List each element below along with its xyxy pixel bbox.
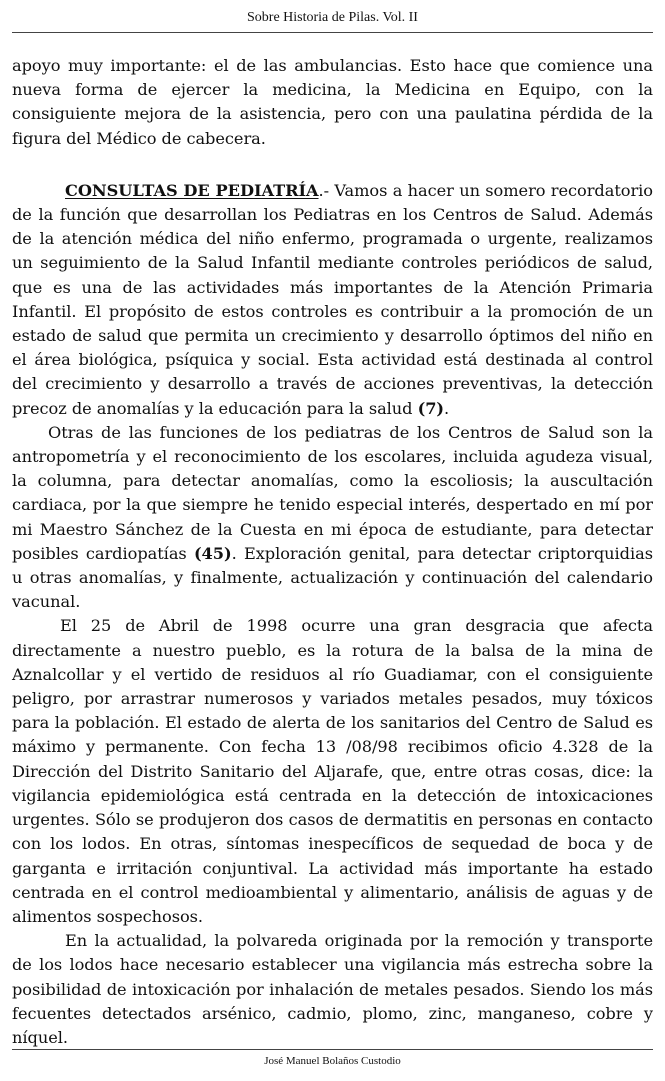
- running-header: Sobre Historia de Pilas. Vol. II: [247, 10, 418, 25]
- running-footer: José Manuel Bolaños Custodio: [264, 1055, 401, 1067]
- header-divider: [12, 32, 653, 33]
- paragraph-actualidad: En la actualidad, la polvareda originada por la remoción y transporte de los lodos hace necesario establecer una vigilancia más estrecha sobre la posibilidad de intoxicación por inhalación de metales pesados. Siendo los más fecuentes detectados arsénico, cadmio, plomo, zinc, manganeso, cobre y níquel.: [12, 931, 653, 1047]
- page-body: [12, 54, 653, 1050]
- paragraph-funciones-pediatras: [12, 421, 653, 615]
- paragraph-end: .: [444, 398, 450, 418]
- citation-reference: (45): [193, 543, 232, 563]
- paragraph-text: Otras de las funciones de los pediatras de los Centros de Salud son la antropometría y el reconocimiento de los escolares, incluida agudeza visual, la columna, para detectar anomalías, como la escoliosis; la auscultación cardiaca, por la que siempre he tenido especial interés, despertado en mí por mi Maestro Sánchez de la Cuesta en mi época de estudiante, para detectar posibles cardiopatías: [12, 422, 653, 563]
- paragraph-text: Vamos a hacer un somero recordatorio de la función que desarrollan los Pediatras en los Centros de Salud. Además de la atención médica del niño enfermo, programada o urgente, realizamos un seguimiento de la Salud Infantil mediante controles periódicos de salud, que es una de las actividades más importantes de la Atención Primaria Infantil. El propósito de estos controles es contribuir a la promoción de un estado de salud que permita un crecimiento y desarrollo óptimos del niño en el área biológica, psíquica y social. Esta actividad está destinada al control del crecimiento y desarrollo a través de acciones preventivas, la detección precoz de anomalías y la educación para la salud: [12, 180, 653, 418]
- footer-divider: [12, 1049, 653, 1050]
- heading-suffix: .-: [318, 180, 335, 200]
- section-heading: CONSULTAS DE PEDIATRÍA: [65, 180, 319, 200]
- paragraph-ambulancias: apoyo muy importante: el de las ambulancias. Esto hace que comience una nueva forma de ejercer la medicina, la Medicina en Equipo, con la consiguiente mejora de la asistencia, pero con una paulatina pérdida de la figura del Médico de cabecera.: [12, 56, 653, 148]
- paragraph-text-continued: . Exploración genital, para detectar criptorquidias u otras anomalías, y finalmente, actualización y continuación del calendario vacunal.: [12, 543, 653, 612]
- citation-reference: (7): [417, 398, 445, 418]
- paragraph-consultas-pediatria: [12, 179, 653, 421]
- paragraph-aznalcollar: El 25 de Abril de 1998 ocurre una gran desgracia que afecta directamente a nuestro pueblo, es la rotura de la balsa de la mina de Aznalcollar y el vertido de residuos al río Guadiamar, con el consiguiente peligro, por arrastrar numerosos y variados metales pesados, muy tóxicos para la población. El estado de alerta de los sanitarios del Centro de Salud es máximo y permanente. Con fecha 13 /08/98 recibimos oficio 4.328 de la Dirección del Distrito Sanitario del Aljarafe, que, entre otras cosas, dice: la vigilancia epidemiológica está centrada en la detección de intoxicaciones urgentes. Sólo se produjeron dos casos de dermatitis en personas en contacto con los lodos. En otras, síntomas inespecíficos de sequedad de boca y de garganta e irritación conjuntival. La actividad más importante ha estado centrada en el control medioambiental y alimentario, análisis de aguas y de alimentos sospechosos.: [12, 616, 653, 926]
